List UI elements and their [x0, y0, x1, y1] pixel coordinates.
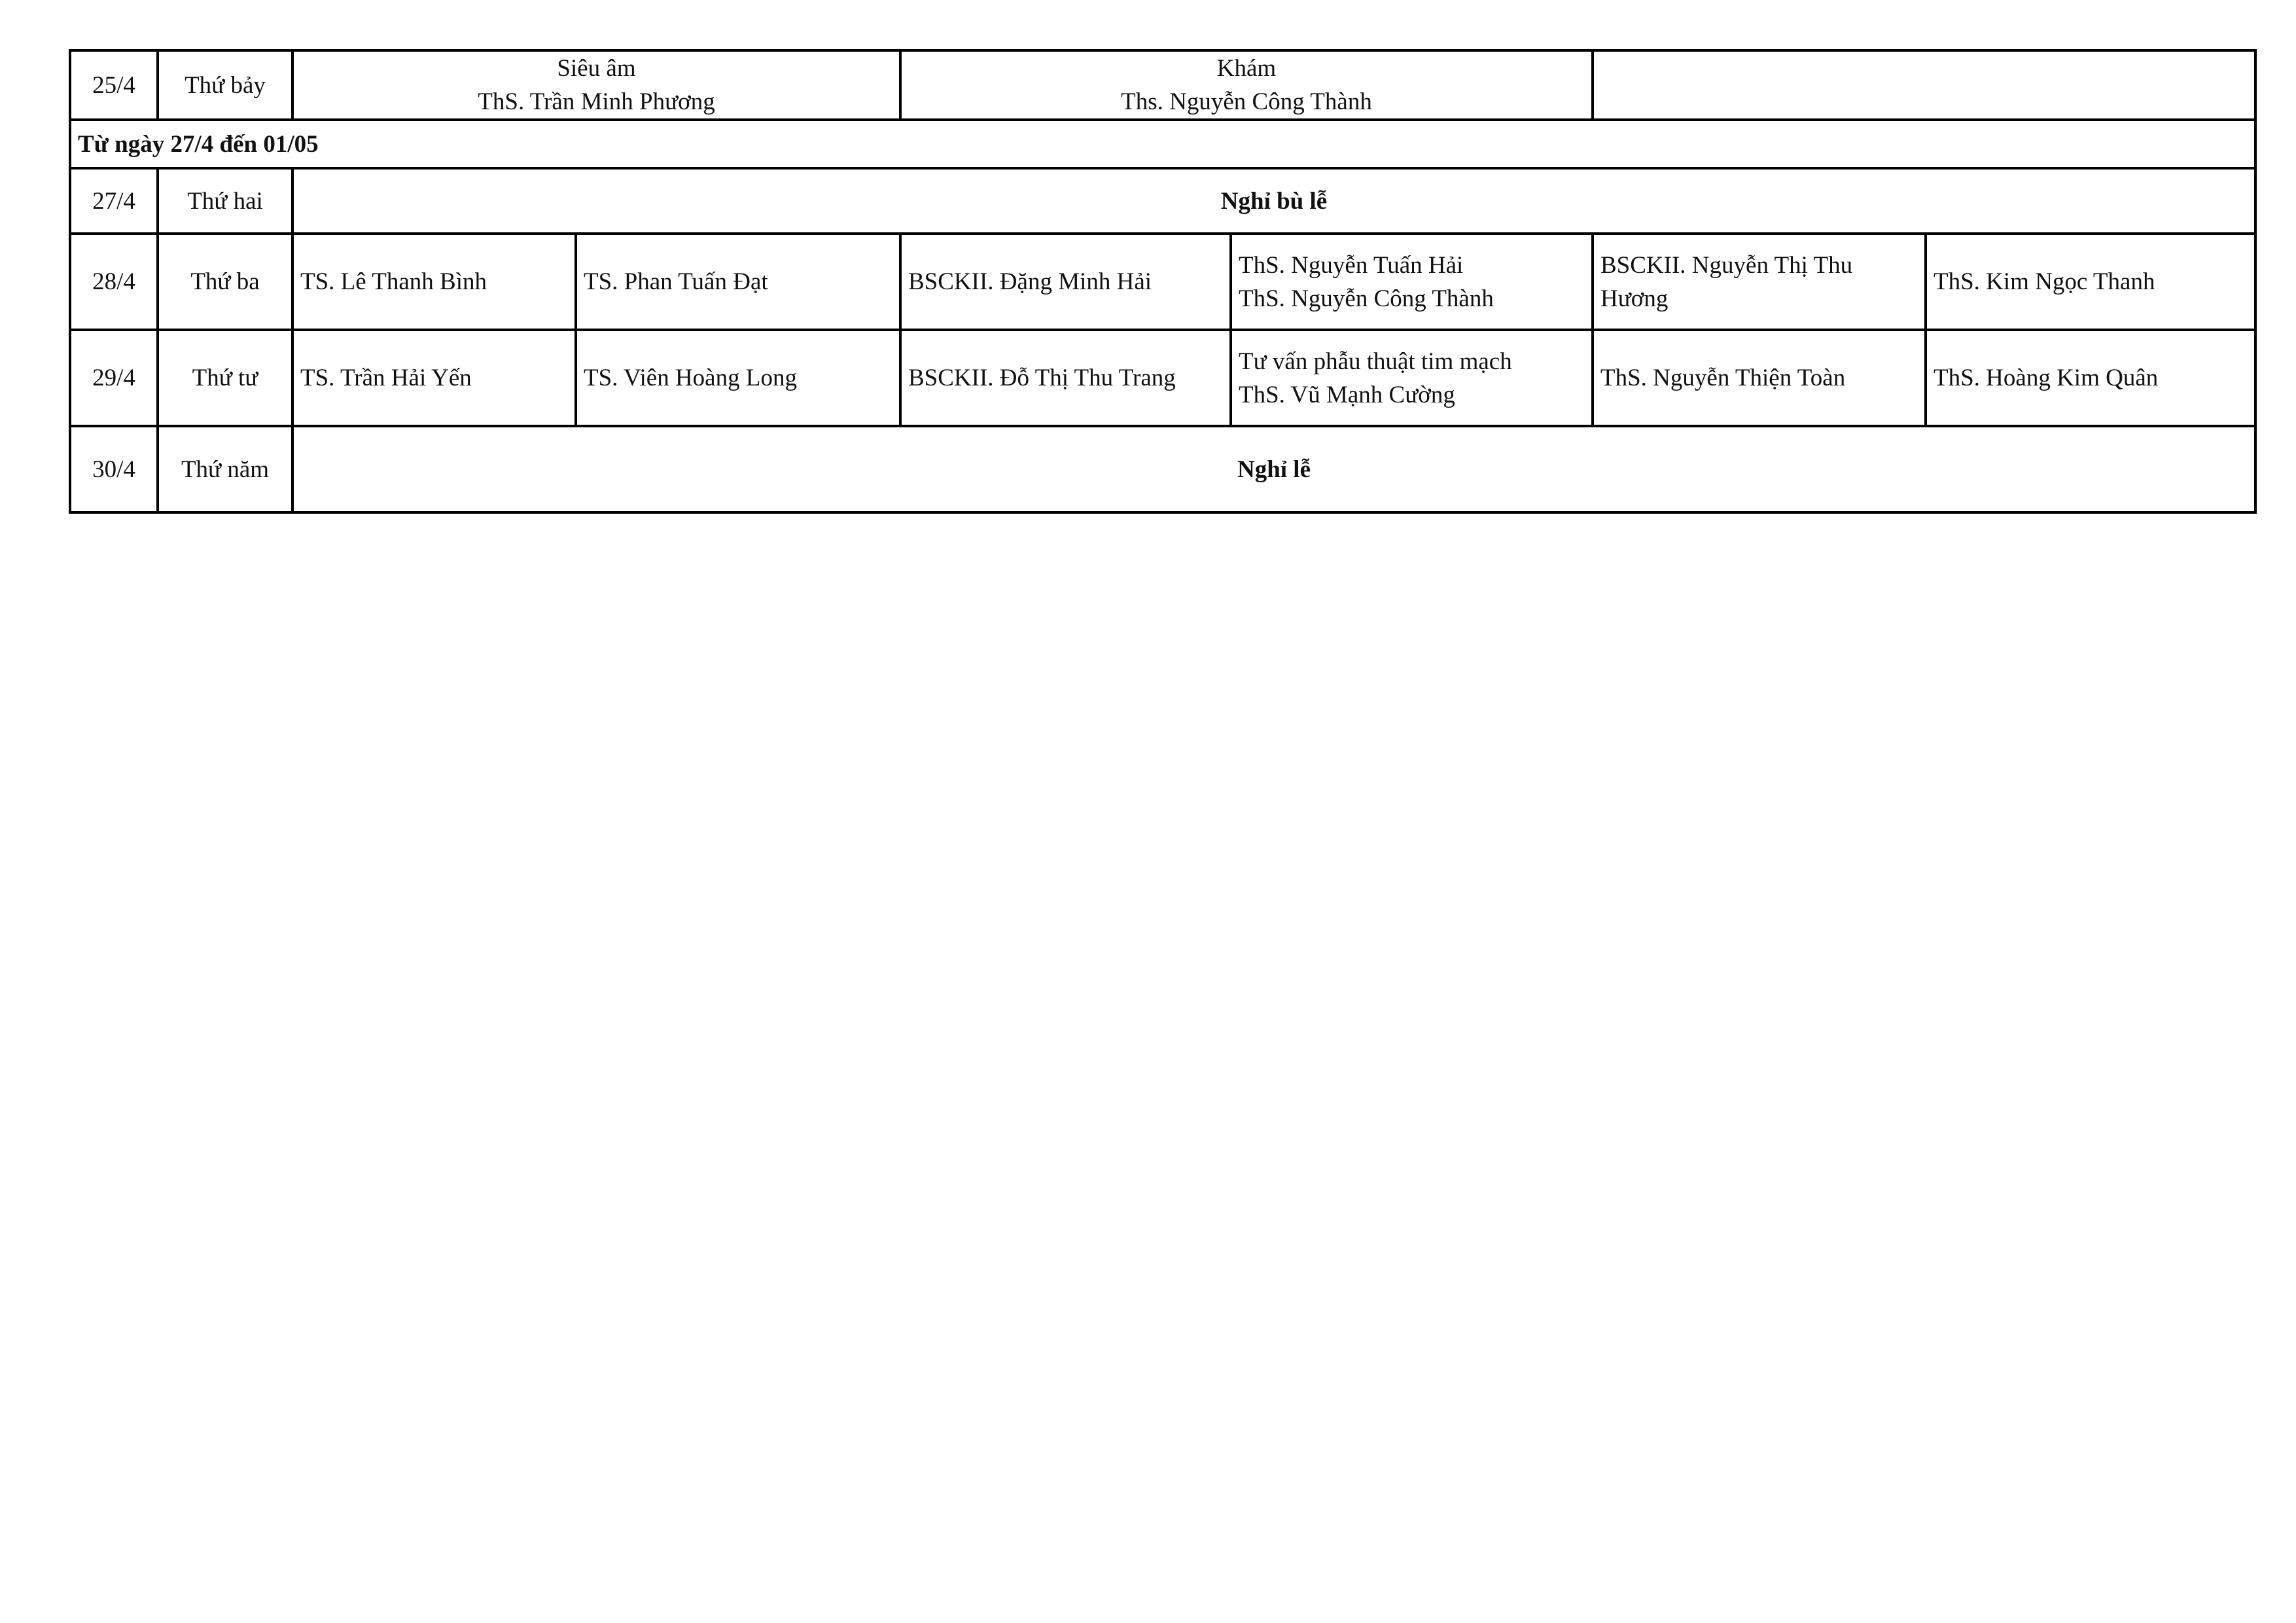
cell-line: ThS. Vũ Mạnh Cường: [1239, 381, 1455, 408]
table-row: [70, 50, 2255, 120]
weekday-cell: Thứ ba: [158, 234, 292, 330]
date-cell: 25/4: [70, 50, 158, 120]
schedule-cell-ultrasound: [292, 50, 900, 120]
cell-line: ThS. Nguyễn Tuấn Hải: [1239, 251, 1464, 279]
doctor-cell: TS. Viên Hoàng Long: [576, 330, 900, 426]
table-row: [70, 330, 2255, 426]
weekday-cell: Thứ hai: [158, 168, 292, 234]
weekday-cell: Thứ bảy: [158, 50, 292, 120]
weekday-cell: Thứ tư: [158, 330, 292, 426]
date-cell: 29/4: [70, 330, 158, 426]
schedule-cell-exam: [900, 50, 1593, 120]
doctor-cell: TS. Lê Thanh Bình: [292, 234, 576, 330]
doctor-cell: [1593, 234, 1926, 330]
cell-line: Siêu âm: [557, 55, 636, 82]
doctor-cell: ThS. Kim Ngọc Thanh: [1926, 234, 2255, 330]
week-header-row: [70, 120, 2255, 168]
cell-line: ThS. Trần Minh Phương: [478, 88, 715, 115]
table-row: [70, 426, 2255, 512]
holiday-note: Nghỉ lễ: [292, 426, 2255, 512]
date-cell: 30/4: [70, 426, 158, 512]
cell-line: Tư vấn phẫu thuật tim mạch: [1239, 348, 1512, 375]
doctor-cell: TS. Phan Tuấn Đạt: [576, 234, 900, 330]
cell-line: Khám: [1216, 55, 1277, 82]
doctor-cell: TS. Trần Hải Yến: [292, 330, 576, 426]
schedule-table: [69, 49, 2257, 514]
date-cell: 28/4: [70, 234, 158, 330]
doctor-cell: ThS. Nguyễn Thiện Toàn: [1593, 330, 1926, 426]
week-header: Từ ngày 27/4 đến 01/05: [70, 120, 2255, 168]
doctor-cell: BSCKII. Đặng Minh Hải: [900, 234, 1231, 330]
date-cell: 27/4: [70, 168, 158, 234]
cell-line: ThS. Nguyễn Công Thành: [1239, 285, 1494, 312]
doctor-cell: ThS. Hoàng Kim Quân: [1926, 330, 2255, 426]
doctor-cell: [1231, 234, 1593, 330]
table-row: [70, 168, 2255, 234]
holiday-note: Nghỉ bù lễ: [292, 168, 2255, 234]
table-row: [70, 234, 2255, 330]
cell-line: Hương: [1600, 285, 1669, 312]
schedule-cell-empty: [1593, 50, 2255, 120]
cell-line: Ths. Nguyễn Công Thành: [1121, 88, 1372, 115]
doctor-cell: BSCKII. Đỗ Thị Thu Trang: [900, 330, 1231, 426]
doctor-cell: [1231, 330, 1593, 426]
cell-line: BSCKII. Nguyễn Thị Thu: [1600, 251, 1853, 279]
weekday-cell: Thứ năm: [158, 426, 292, 512]
